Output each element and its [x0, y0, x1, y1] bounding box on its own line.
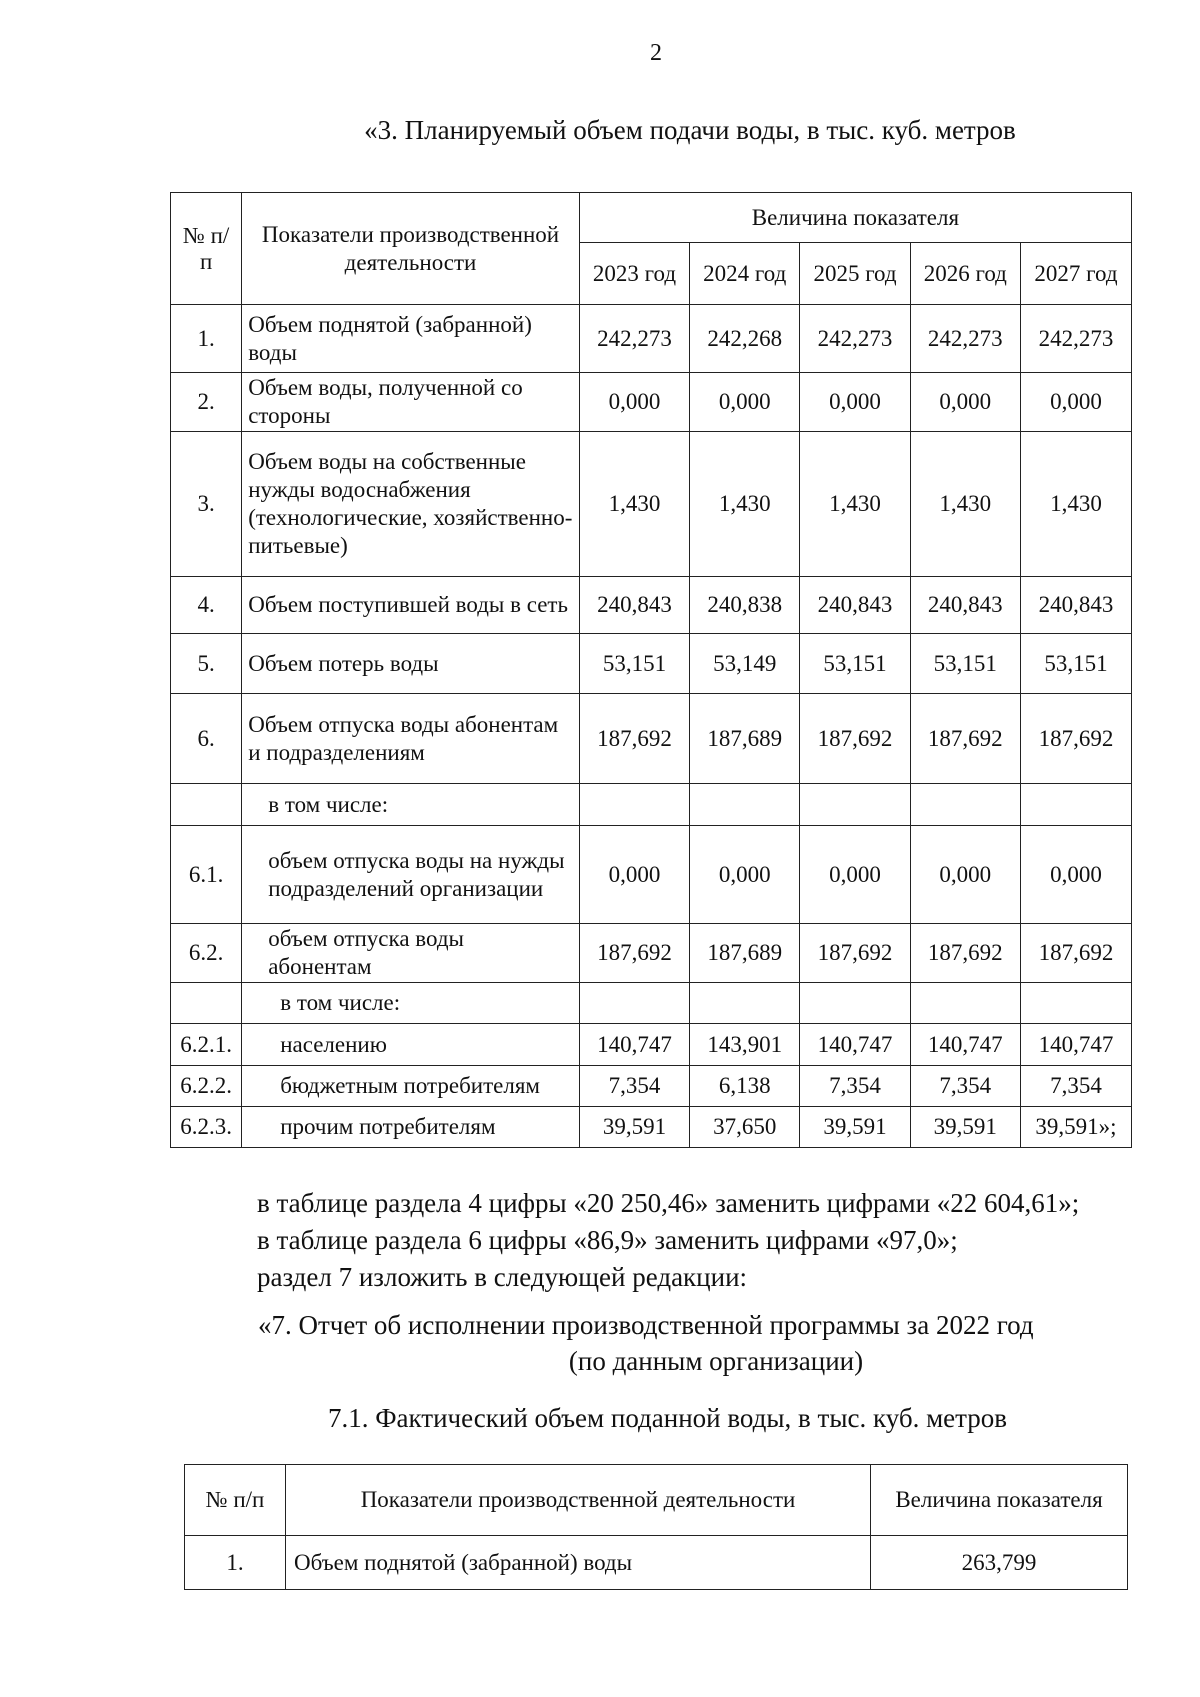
row-value — [579, 784, 689, 826]
row-value: 0,000 — [910, 373, 1020, 432]
row-num: 6.2. — [171, 924, 242, 983]
row-num: 6. — [171, 694, 242, 784]
row-value — [1020, 983, 1131, 1024]
row-value — [579, 983, 689, 1024]
row-value: 240,843 — [910, 577, 1020, 634]
row-num — [171, 983, 242, 1024]
row-num: 2. — [171, 373, 242, 432]
row-value: 240,843 — [800, 577, 910, 634]
row-value: 140,747 — [1020, 1024, 1131, 1066]
row-num: 6.2.3. — [171, 1107, 242, 1148]
row-value: 242,273 — [1020, 305, 1131, 373]
row-num: 6.1. — [171, 826, 242, 924]
row-value: 187,692 — [579, 694, 689, 784]
row-num: 4. — [171, 577, 242, 634]
header-indicator: Показатели производственной деятельности — [286, 1465, 871, 1536]
row-value: 0,000 — [690, 373, 800, 432]
row-label: в том числе: — [242, 983, 580, 1024]
row-value: 39,591 — [800, 1107, 910, 1148]
row-label: бюджетным потребителям — [242, 1066, 580, 1107]
row-value: 37,650 — [690, 1107, 800, 1148]
row-value: 187,689 — [690, 694, 800, 784]
row-label: Объем воды на собственные нужды водоснабжения (технологические, хозяйственно-питьевые) — [242, 432, 580, 577]
section-3-title: «3. Планируемый объем подачи воды, в тыс. куб. метров — [364, 115, 1016, 145]
row-value: 187,692 — [800, 924, 910, 983]
row-value: 187,692 — [910, 924, 1020, 983]
row-value: 1,430 — [690, 432, 800, 577]
row-value: 0,000 — [579, 826, 689, 924]
row-value: 7,354 — [800, 1066, 910, 1107]
row-value: 140,747 — [910, 1024, 1020, 1066]
header-indicator: Показатели производственной деятельности — [242, 193, 580, 305]
row-value: 1,430 — [910, 432, 1020, 577]
row-label: Объем потерь воды — [242, 634, 580, 694]
row-value: 187,692 — [800, 694, 910, 784]
row-value: 187,692 — [1020, 924, 1131, 983]
row-value: 1,430 — [1020, 432, 1131, 577]
row-value: 240,843 — [1020, 577, 1131, 634]
row-value: 187,692 — [910, 694, 1020, 784]
row-value: 53,151 — [800, 634, 910, 694]
header-num: № п/п — [185, 1465, 286, 1536]
row-value: 187,692 — [1020, 694, 1131, 784]
header-year: 2025 год — [800, 243, 910, 305]
row-num: 5. — [171, 634, 242, 694]
row-value: 187,689 — [690, 924, 800, 983]
row-value: 0,000 — [579, 373, 689, 432]
row-value: 140,747 — [579, 1024, 689, 1066]
table-row — [171, 634, 1132, 694]
row-value: 187,692 — [579, 924, 689, 983]
paragraph: в таблице раздела 6 цифры «86,9» заменить цифрами «97,0»; — [257, 1225, 958, 1255]
row-value: 1,430 — [579, 432, 689, 577]
row-value: 240,838 — [690, 577, 800, 634]
section-7-1-title: 7.1. Фактический объем поданной воды, в тыс. куб. метров — [327, 1403, 1008, 1433]
row-value: 39,591 — [579, 1107, 689, 1148]
row-value: 1,430 — [800, 432, 910, 577]
row-value — [690, 784, 800, 826]
row-value — [910, 784, 1020, 826]
header-value-group: Величина показателя — [579, 193, 1131, 243]
row-value: 0,000 — [800, 826, 910, 924]
row-value — [1020, 784, 1131, 826]
table-row — [171, 826, 1132, 924]
row-num: 6.2.2. — [171, 1066, 242, 1107]
table-row — [171, 694, 1132, 784]
row-label: Объем воды, полученной со стороны — [242, 373, 580, 432]
header-year: 2024 год — [690, 243, 800, 305]
header-year: 2026 год — [910, 243, 1020, 305]
header-year: 2023 год — [579, 243, 689, 305]
header-num: № п/п — [171, 193, 242, 305]
header-year: 2027 год — [1020, 243, 1131, 305]
table-row — [171, 1024, 1132, 1066]
row-value: 39,591 — [910, 1107, 1020, 1148]
row-value: 143,901 — [690, 1024, 800, 1066]
row-num — [171, 784, 242, 826]
row-label: в том числе: — [242, 784, 580, 826]
row-label: Объем поднятой (забранной) воды — [286, 1536, 871, 1590]
table-row — [171, 373, 1132, 432]
row-value: 0,000 — [910, 826, 1020, 924]
row-value — [690, 983, 800, 1024]
paragraph: раздел 7 изложить в следующей редакции: — [257, 1262, 748, 1292]
page-number: 2 — [650, 40, 662, 66]
row-value: 7,354 — [910, 1066, 1020, 1107]
actual-water-supply-table — [184, 1464, 1128, 1590]
table-row — [185, 1536, 1128, 1590]
header-value: Величина показателя — [871, 1465, 1128, 1536]
table-row — [171, 983, 1132, 1024]
table-row — [171, 1107, 1132, 1148]
table-row — [171, 432, 1132, 577]
table-row — [171, 924, 1132, 983]
row-num: 1. — [171, 305, 242, 373]
row-num: 3. — [171, 432, 242, 577]
row-value — [800, 784, 910, 826]
amendment-paragraphs — [257, 1185, 1079, 1296]
row-label: объем отпуска воды абонентам — [242, 924, 580, 983]
table-row — [171, 784, 1132, 826]
row-label: Объем отпуска воды абонентам и подразделениям — [242, 694, 580, 784]
row-label: населению — [242, 1024, 580, 1066]
row-value: 39,591»; — [1020, 1107, 1131, 1148]
row-value — [800, 983, 910, 1024]
row-value: 242,268 — [690, 305, 800, 373]
row-value: 53,151 — [1020, 634, 1131, 694]
row-num: 6.2.1. — [171, 1024, 242, 1066]
row-value: 0,000 — [800, 373, 910, 432]
row-value — [910, 983, 1020, 1024]
table-row — [171, 577, 1132, 634]
row-num: 1. — [185, 1536, 286, 1590]
section-7-subtitle: (по данным организации) — [568, 1346, 864, 1376]
row-value: 53,151 — [579, 634, 689, 694]
table-row — [171, 305, 1132, 373]
table-row — [171, 1066, 1132, 1107]
row-value: 7,354 — [579, 1066, 689, 1107]
row-value: 140,747 — [800, 1024, 910, 1066]
row-value: 242,273 — [579, 305, 689, 373]
row-value: 0,000 — [1020, 373, 1131, 432]
row-value: 0,000 — [1020, 826, 1131, 924]
row-label: Объем поступившей воды в сеть — [242, 577, 580, 634]
row-label: объем отпуска воды на нужды подразделений организации — [242, 826, 580, 924]
row-value: 0,000 — [690, 826, 800, 924]
section-7-title: «7. Отчет об исполнении производственной программы за 2022 год — [258, 1310, 1034, 1340]
row-label: прочим потребителям — [242, 1107, 580, 1148]
row-value: 7,354 — [1020, 1066, 1131, 1107]
row-value: 240,843 — [579, 577, 689, 634]
row-label: Объем поднятой (забранной) воды — [242, 305, 580, 373]
paragraph: в таблице раздела 4 цифры «20 250,46» заменить цифрами «22 604,61»; — [257, 1188, 1080, 1218]
row-value: 242,273 — [800, 305, 910, 373]
row-value: 53,151 — [910, 634, 1020, 694]
row-value: 53,149 — [690, 634, 800, 694]
planned-water-supply-table — [170, 192, 1132, 1148]
row-value: 263,799 — [871, 1536, 1128, 1590]
row-value: 242,273 — [910, 305, 1020, 373]
row-value: 6,138 — [690, 1066, 800, 1107]
